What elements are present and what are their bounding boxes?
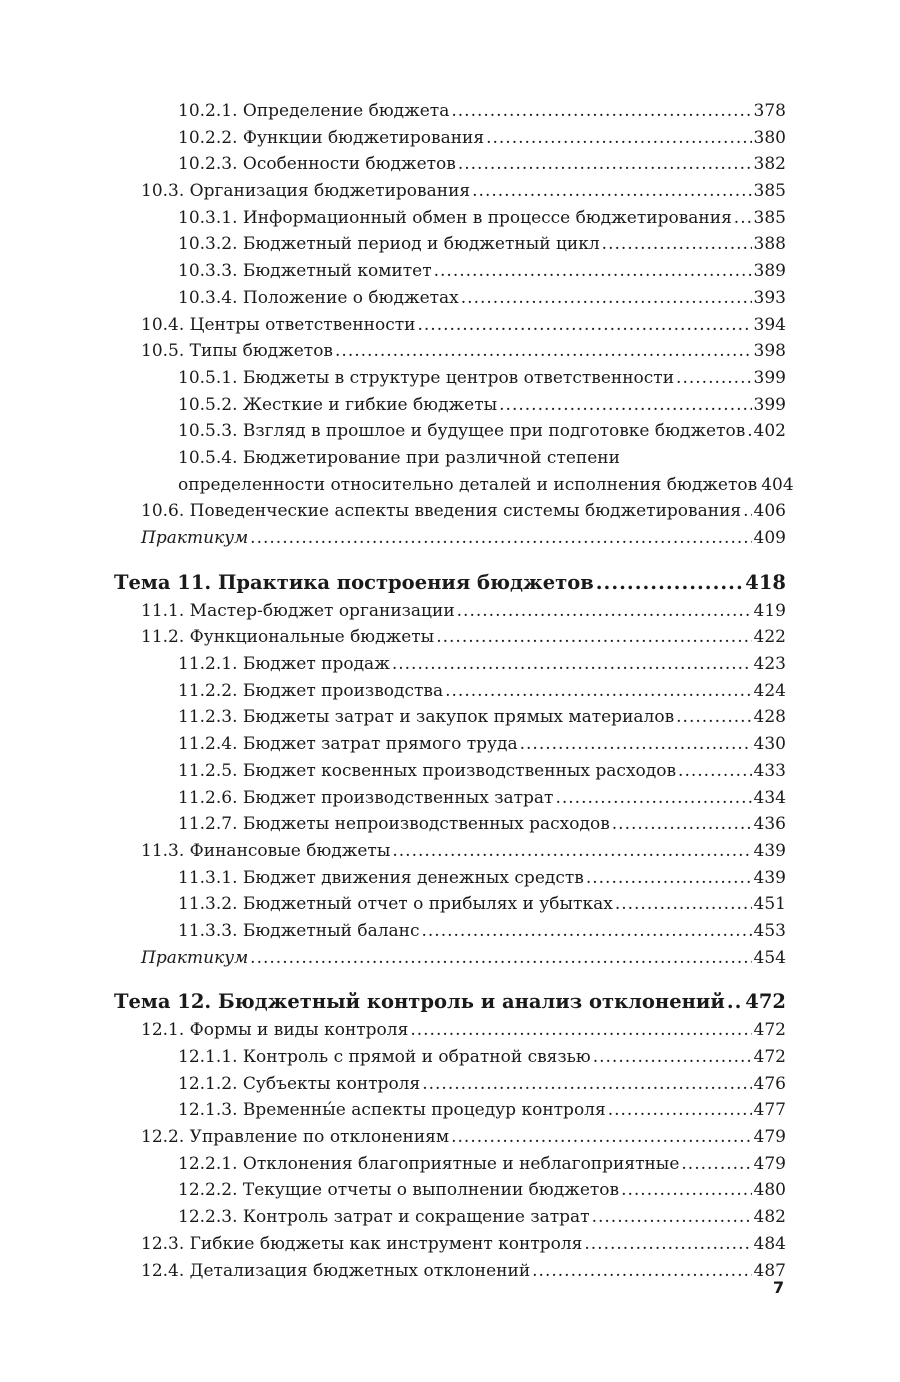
toc-entry	[141, 1258, 786, 1285]
dot-leader	[592, 1204, 752, 1231]
dot-leader	[499, 392, 751, 419]
toc-entry-title: 10.5.4. Бюджетирование при различной степени	[178, 447, 620, 468]
toc-entry	[141, 312, 786, 339]
toc-entry-title: 12.1.1. Контроль с прямой и обратной связью	[178, 1047, 591, 1067]
toc-entry-title: 11.3.1. Бюджет движения денежных средств	[178, 867, 584, 888]
toc-entry-title: 12.3. Гибкие бюджеты как инструмент контроля	[141, 1233, 583, 1254]
toc-entry-page: 479	[753, 1153, 786, 1174]
toc-entry	[178, 392, 786, 419]
toc-entry-page: 453	[753, 920, 786, 941]
toc-entry-title: 11.1. Мастер-бюджет организации	[141, 600, 455, 621]
toc-entry	[141, 624, 786, 651]
dot-leader	[250, 945, 751, 972]
toc-entry-title: 11.2.3. Бюджеты затрат и закупок прямых материалов	[178, 707, 675, 728]
toc-entry-page: 394	[753, 314, 786, 335]
dot-leader	[602, 231, 752, 258]
toc-entry	[178, 865, 786, 892]
toc-entry	[178, 285, 786, 312]
dot-leader	[457, 598, 752, 625]
toc-entry	[178, 151, 786, 178]
toc-entry-page: 428	[753, 707, 786, 728]
dot-leader	[612, 811, 752, 838]
dot-leader	[676, 704, 751, 731]
toc-entry	[141, 1124, 786, 1151]
toc-entry-title: 10.3.2. Бюджетный период и бюджетный цикл	[178, 234, 600, 255]
dot-leader	[520, 731, 752, 758]
toc-entry-title: 10.5. Типы бюджетов	[141, 341, 334, 362]
toc-entry	[178, 258, 786, 285]
toc-entry-title: 10.6. Поведенческие аспекты введения системы бюджетирования	[141, 501, 742, 522]
toc-entry-page: 436	[753, 814, 786, 835]
toc-entry	[178, 98, 786, 125]
toc-entry-page: 406	[753, 501, 786, 522]
dot-leader	[486, 125, 751, 152]
toc-entry-title: 12.1.2. Субъекты контроля	[178, 1073, 421, 1094]
toc-entry	[178, 1097, 786, 1124]
toc-entry	[178, 1044, 786, 1071]
toc-entry-page: 454	[753, 947, 786, 968]
toc-entry-page: 472	[753, 1020, 786, 1041]
dot-leader	[392, 838, 751, 865]
toc-entry-page: 422	[753, 627, 786, 648]
toc-entry-page: 402	[753, 421, 786, 442]
toc-entry-page: 430	[753, 734, 786, 755]
toc-entry-title: 11.2.2. Бюджет производства	[178, 680, 444, 701]
dot-leader	[584, 1231, 751, 1258]
toc-entry	[141, 1017, 786, 1044]
toc-entry-page: 409	[753, 528, 786, 548]
toc-entry	[178, 231, 786, 258]
dot-leader	[747, 418, 751, 445]
toc-topic-heading	[114, 556, 786, 598]
toc-entry-page: 487	[753, 1260, 786, 1281]
dot-leader	[410, 1017, 751, 1044]
toc-entry-page: 385	[753, 181, 786, 202]
toc-entry-practicum	[141, 945, 786, 972]
toc-entry	[178, 704, 786, 731]
toc-entry-title: 10.2.2. Функции бюджетирования	[178, 127, 485, 148]
toc-entry-page: 382	[753, 154, 786, 175]
dot-leader	[461, 285, 752, 312]
toc-entry	[178, 918, 786, 945]
toc-entry-title: 12.2.2. Текущие отчеты о выполнении бюджетов	[178, 1180, 620, 1201]
dot-leader	[417, 312, 751, 339]
topic-page: 418	[745, 570, 786, 594]
toc-entry-title: 10.3.4. Положение о бюджетах	[178, 287, 459, 308]
dot-leader	[593, 1044, 752, 1071]
toc-entry	[178, 758, 786, 785]
dot-leader	[608, 1097, 752, 1124]
toc-entry	[178, 891, 786, 918]
toc-entry-title: 11.3.2. Бюджетный отчет о прибылях и убытках	[178, 894, 613, 915]
toc-entry-title: 11.3.3. Бюджетный баланс	[178, 920, 420, 941]
toc-topic-heading	[114, 975, 786, 1017]
toc-entry-title: 10.3.1. Информационный обмен в процессе бюджетирования	[178, 207, 732, 228]
toc-entry-title: 11.2.4. Бюджет затрат прямого труда	[178, 734, 518, 755]
dot-leader	[250, 525, 751, 552]
dot-leader	[734, 205, 752, 232]
dot-leader	[676, 365, 752, 392]
toc-entry-title: 12.1.3. Временны́е аспекты процедур контроля	[178, 1100, 606, 1121]
toc-entry-page: 393	[753, 287, 786, 308]
toc-entry-title-continued: определенности относительно деталей и исполнения бюджетов	[178, 474, 758, 495]
toc-entry	[178, 1071, 786, 1098]
toc-entry-page: 385	[753, 207, 786, 228]
toc-entry-title: 11.2.1. Бюджет продаж	[178, 654, 390, 675]
toc-entry-page: 472	[753, 1047, 786, 1067]
topic-page: 472	[745, 990, 786, 1014]
toc-entry	[178, 445, 794, 498]
toc-entry	[178, 785, 786, 812]
toc-entry-practicum	[141, 525, 786, 552]
toc-entry-title: 11.3. Финансовые бюджеты	[141, 840, 391, 861]
toc-entry-page: 380	[753, 127, 786, 148]
toc-entry-page: 424	[753, 680, 786, 701]
dot-leader	[422, 918, 752, 945]
dot-leader	[681, 1151, 751, 1178]
toc-entry-title: 11.2. Функциональные бюджеты	[141, 627, 435, 648]
toc-entry-title: 12.4. Детализация бюджетных отклонений	[141, 1260, 531, 1281]
toc-entry-title: 10.5.1. Бюджеты в структуре центров ответственности	[178, 367, 675, 388]
toc-entry-title: 10.4. Центры ответственности	[141, 314, 416, 335]
dot-leader	[458, 151, 752, 178]
toc-entry-title: 12.2.1. Отклонения благоприятные и неблагоприятные	[178, 1153, 680, 1174]
toc-entry-page: 451	[753, 894, 786, 915]
dot-leader	[555, 785, 751, 812]
dot-leader	[422, 1071, 751, 1098]
dot-leader	[621, 1177, 751, 1204]
page-number: 7	[773, 1278, 785, 1297]
toc-entry	[178, 651, 786, 678]
toc-entry-title: Практикум	[141, 947, 249, 968]
toc-entry-title: 10.5.3. Взгляд в прошлое и будущее при подготовке бюджетов	[178, 421, 746, 442]
dot-leader	[472, 178, 751, 205]
toc-entry	[178, 1204, 786, 1231]
toc-entry	[141, 838, 786, 865]
dot-leader	[436, 624, 751, 651]
toc-entry-page: 439	[753, 840, 786, 861]
toc-entry-title: 12.2.3. Контроль затрат и сокращение затрат	[178, 1207, 590, 1228]
toc-entry-page: 434	[753, 787, 786, 808]
toc-entry	[178, 1177, 786, 1204]
toc-entry	[178, 678, 786, 705]
toc-entry	[141, 498, 786, 525]
dot-leader	[335, 338, 752, 365]
toc-entry-title: 10.3.3. Бюджетный комитет	[178, 261, 432, 282]
toc-entry-title: 12.2. Управление по отклонениям	[141, 1127, 450, 1148]
dot-leader	[451, 98, 751, 125]
toc-entry-page: 423	[753, 654, 786, 675]
dot-leader	[392, 651, 752, 678]
dot-leader	[451, 1124, 751, 1151]
toc-entry	[178, 418, 786, 445]
toc-entry-page: 389	[753, 261, 786, 282]
toc-entry-page: 482	[753, 1207, 786, 1228]
toc-entry-page: 484	[753, 1233, 786, 1254]
toc-entry	[178, 125, 786, 152]
toc-entry	[141, 1231, 786, 1258]
toc-entry-page: 388	[753, 234, 786, 255]
dot-leader	[743, 498, 751, 525]
toc-entry-page: 476	[753, 1073, 786, 1094]
table-of-contents	[0, 98, 900, 1284]
toc-entry-page: 479	[753, 1127, 786, 1148]
toc-entry-title: 11.2.6. Бюджет производственных затрат	[178, 787, 554, 808]
toc-entry-page: 419	[753, 600, 786, 621]
toc-entry-page: 398	[753, 341, 786, 362]
dot-leader	[532, 1258, 751, 1285]
toc-entry-page: 399	[753, 394, 786, 415]
dot-leader	[586, 865, 752, 892]
toc-entry	[141, 598, 786, 625]
toc-entry-page: 404	[761, 474, 794, 495]
toc-entry-page: 433	[753, 760, 786, 781]
toc-entry-page: 439	[753, 867, 786, 888]
toc-entry	[178, 365, 786, 392]
toc-entry	[178, 811, 786, 838]
dot-leader	[445, 678, 751, 705]
toc-entry-page: 378	[753, 101, 786, 121]
toc-entry	[178, 205, 786, 232]
toc-entry	[141, 178, 786, 205]
topic-title: Тема 11. Практика построения бюджетов	[114, 570, 594, 594]
toc-entry-title: 11.2.5. Бюджет косвенных производственных расходов	[178, 760, 677, 781]
toc-entry	[178, 731, 786, 758]
toc-entry	[141, 338, 786, 365]
toc-entry-page: 399	[753, 367, 786, 388]
toc-entry-title: 10.3. Организация бюджетирования	[141, 181, 471, 202]
toc-entry	[178, 1151, 786, 1178]
toc-entry-title: 11.2.7. Бюджеты непроизводственных расходов	[178, 814, 610, 835]
dot-leader	[678, 758, 752, 785]
topic-title: Тема 12. Бюджетный контроль и анализ отклонений	[114, 990, 725, 1014]
toc-entry-page: 477	[753, 1100, 786, 1121]
dot-leader	[615, 891, 752, 918]
toc-entry-page: 480	[753, 1180, 786, 1201]
toc-entry-title: 10.5.2. Жесткие и гибкие бюджеты	[178, 394, 498, 415]
toc-entry-title: 10.2.3. Особенности бюджетов	[178, 154, 456, 175]
toc-entry-title: Практикум	[141, 528, 249, 548]
dot-leader	[434, 258, 752, 285]
toc-entry-title: 10.2.1. Определение бюджета	[178, 101, 450, 121]
toc-entry-title: 12.1. Формы и виды контроля	[141, 1020, 409, 1041]
